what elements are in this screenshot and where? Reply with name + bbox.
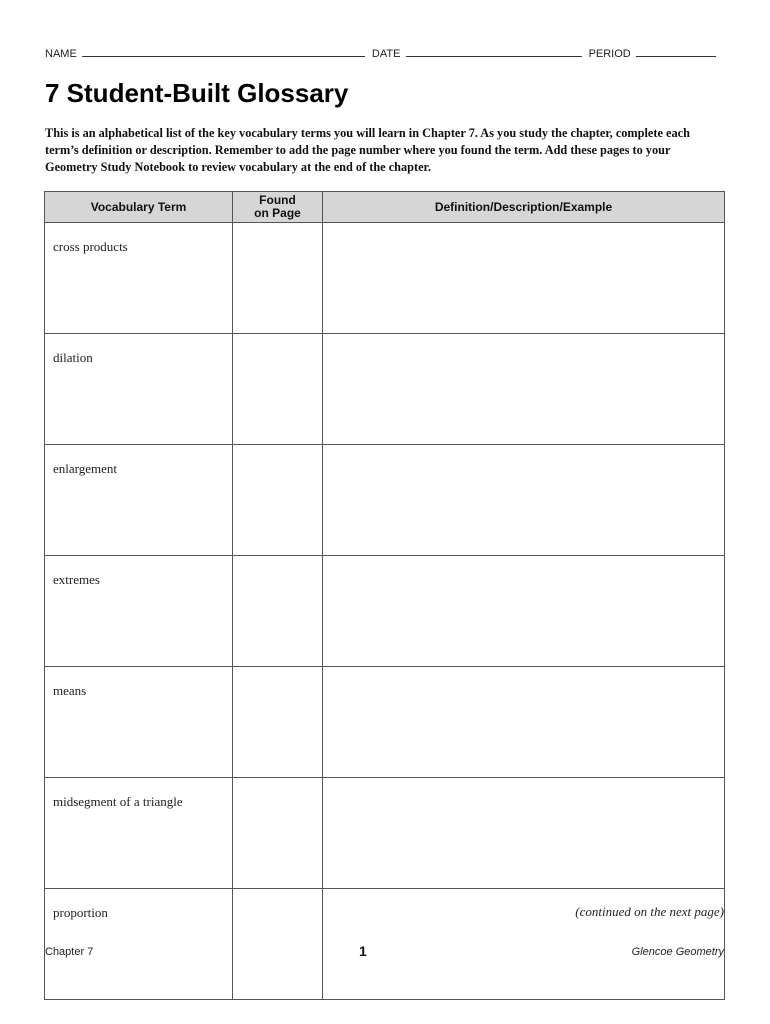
- term-cell: dilation: [45, 334, 233, 445]
- table-row: [45, 556, 725, 667]
- table-row: [45, 667, 725, 778]
- glossary-table: [44, 191, 725, 1000]
- column-header-definition: Definition/Description/Example: [323, 192, 725, 223]
- date-blank[interactable]: [406, 46, 582, 57]
- page-cell[interactable]: [233, 778, 323, 889]
- period-blank[interactable]: [636, 46, 716, 57]
- column-header-term: Vocabulary Term: [45, 192, 233, 223]
- period-label: PERIOD: [588, 48, 631, 60]
- term-cell: extremes: [45, 556, 233, 667]
- page-title: 7 Student-Built Glossary: [45, 78, 349, 108]
- footer-publisher: Glencoe Geometry: [631, 946, 724, 958]
- footer-chapter: Chapter 7: [45, 946, 94, 958]
- table-row: [45, 778, 725, 889]
- page-cell[interactable]: [233, 556, 323, 667]
- table-row: [45, 334, 725, 445]
- student-info-line: [45, 46, 725, 60]
- term-cell: proportion: [45, 889, 233, 1000]
- term-cell: enlargement: [45, 445, 233, 556]
- date-label: DATE: [371, 48, 401, 60]
- name-blank[interactable]: [82, 46, 365, 57]
- page-cell[interactable]: [233, 445, 323, 556]
- page-cell[interactable]: [233, 223, 323, 334]
- footer-page-number: 1: [359, 943, 367, 959]
- definition-cell[interactable]: [323, 223, 725, 334]
- table-header-row: [45, 192, 725, 223]
- column-header-page: Found on Page: [233, 192, 323, 223]
- table-row: [45, 445, 725, 556]
- page-cell[interactable]: [233, 334, 323, 445]
- term-cell: midsegment of a triangle: [45, 778, 233, 889]
- table-row: [45, 223, 725, 334]
- definition-cell[interactable]: [323, 667, 725, 778]
- term-cell: cross products: [45, 223, 233, 334]
- definition-cell[interactable]: [323, 556, 725, 667]
- name-label: NAME: [45, 48, 77, 60]
- definition-cell[interactable]: [323, 334, 725, 445]
- definition-cell[interactable]: [323, 445, 725, 556]
- continued-note: (continued on the next page): [575, 904, 724, 919]
- page-cell[interactable]: [233, 667, 323, 778]
- page-cell[interactable]: [233, 889, 323, 1000]
- definition-cell[interactable]: [323, 778, 725, 889]
- term-cell: means: [45, 667, 233, 778]
- instructions-paragraph: This is an alphabetical list of the key vocabulary terms you will learn in Chapter 7. As you study the chapter, complete each term’s definition or description. Remember to add the page number where you found the term. Add these pages to your Geometry Study Notebook to review vocabulary at the end of the chapter.: [45, 126, 690, 174]
